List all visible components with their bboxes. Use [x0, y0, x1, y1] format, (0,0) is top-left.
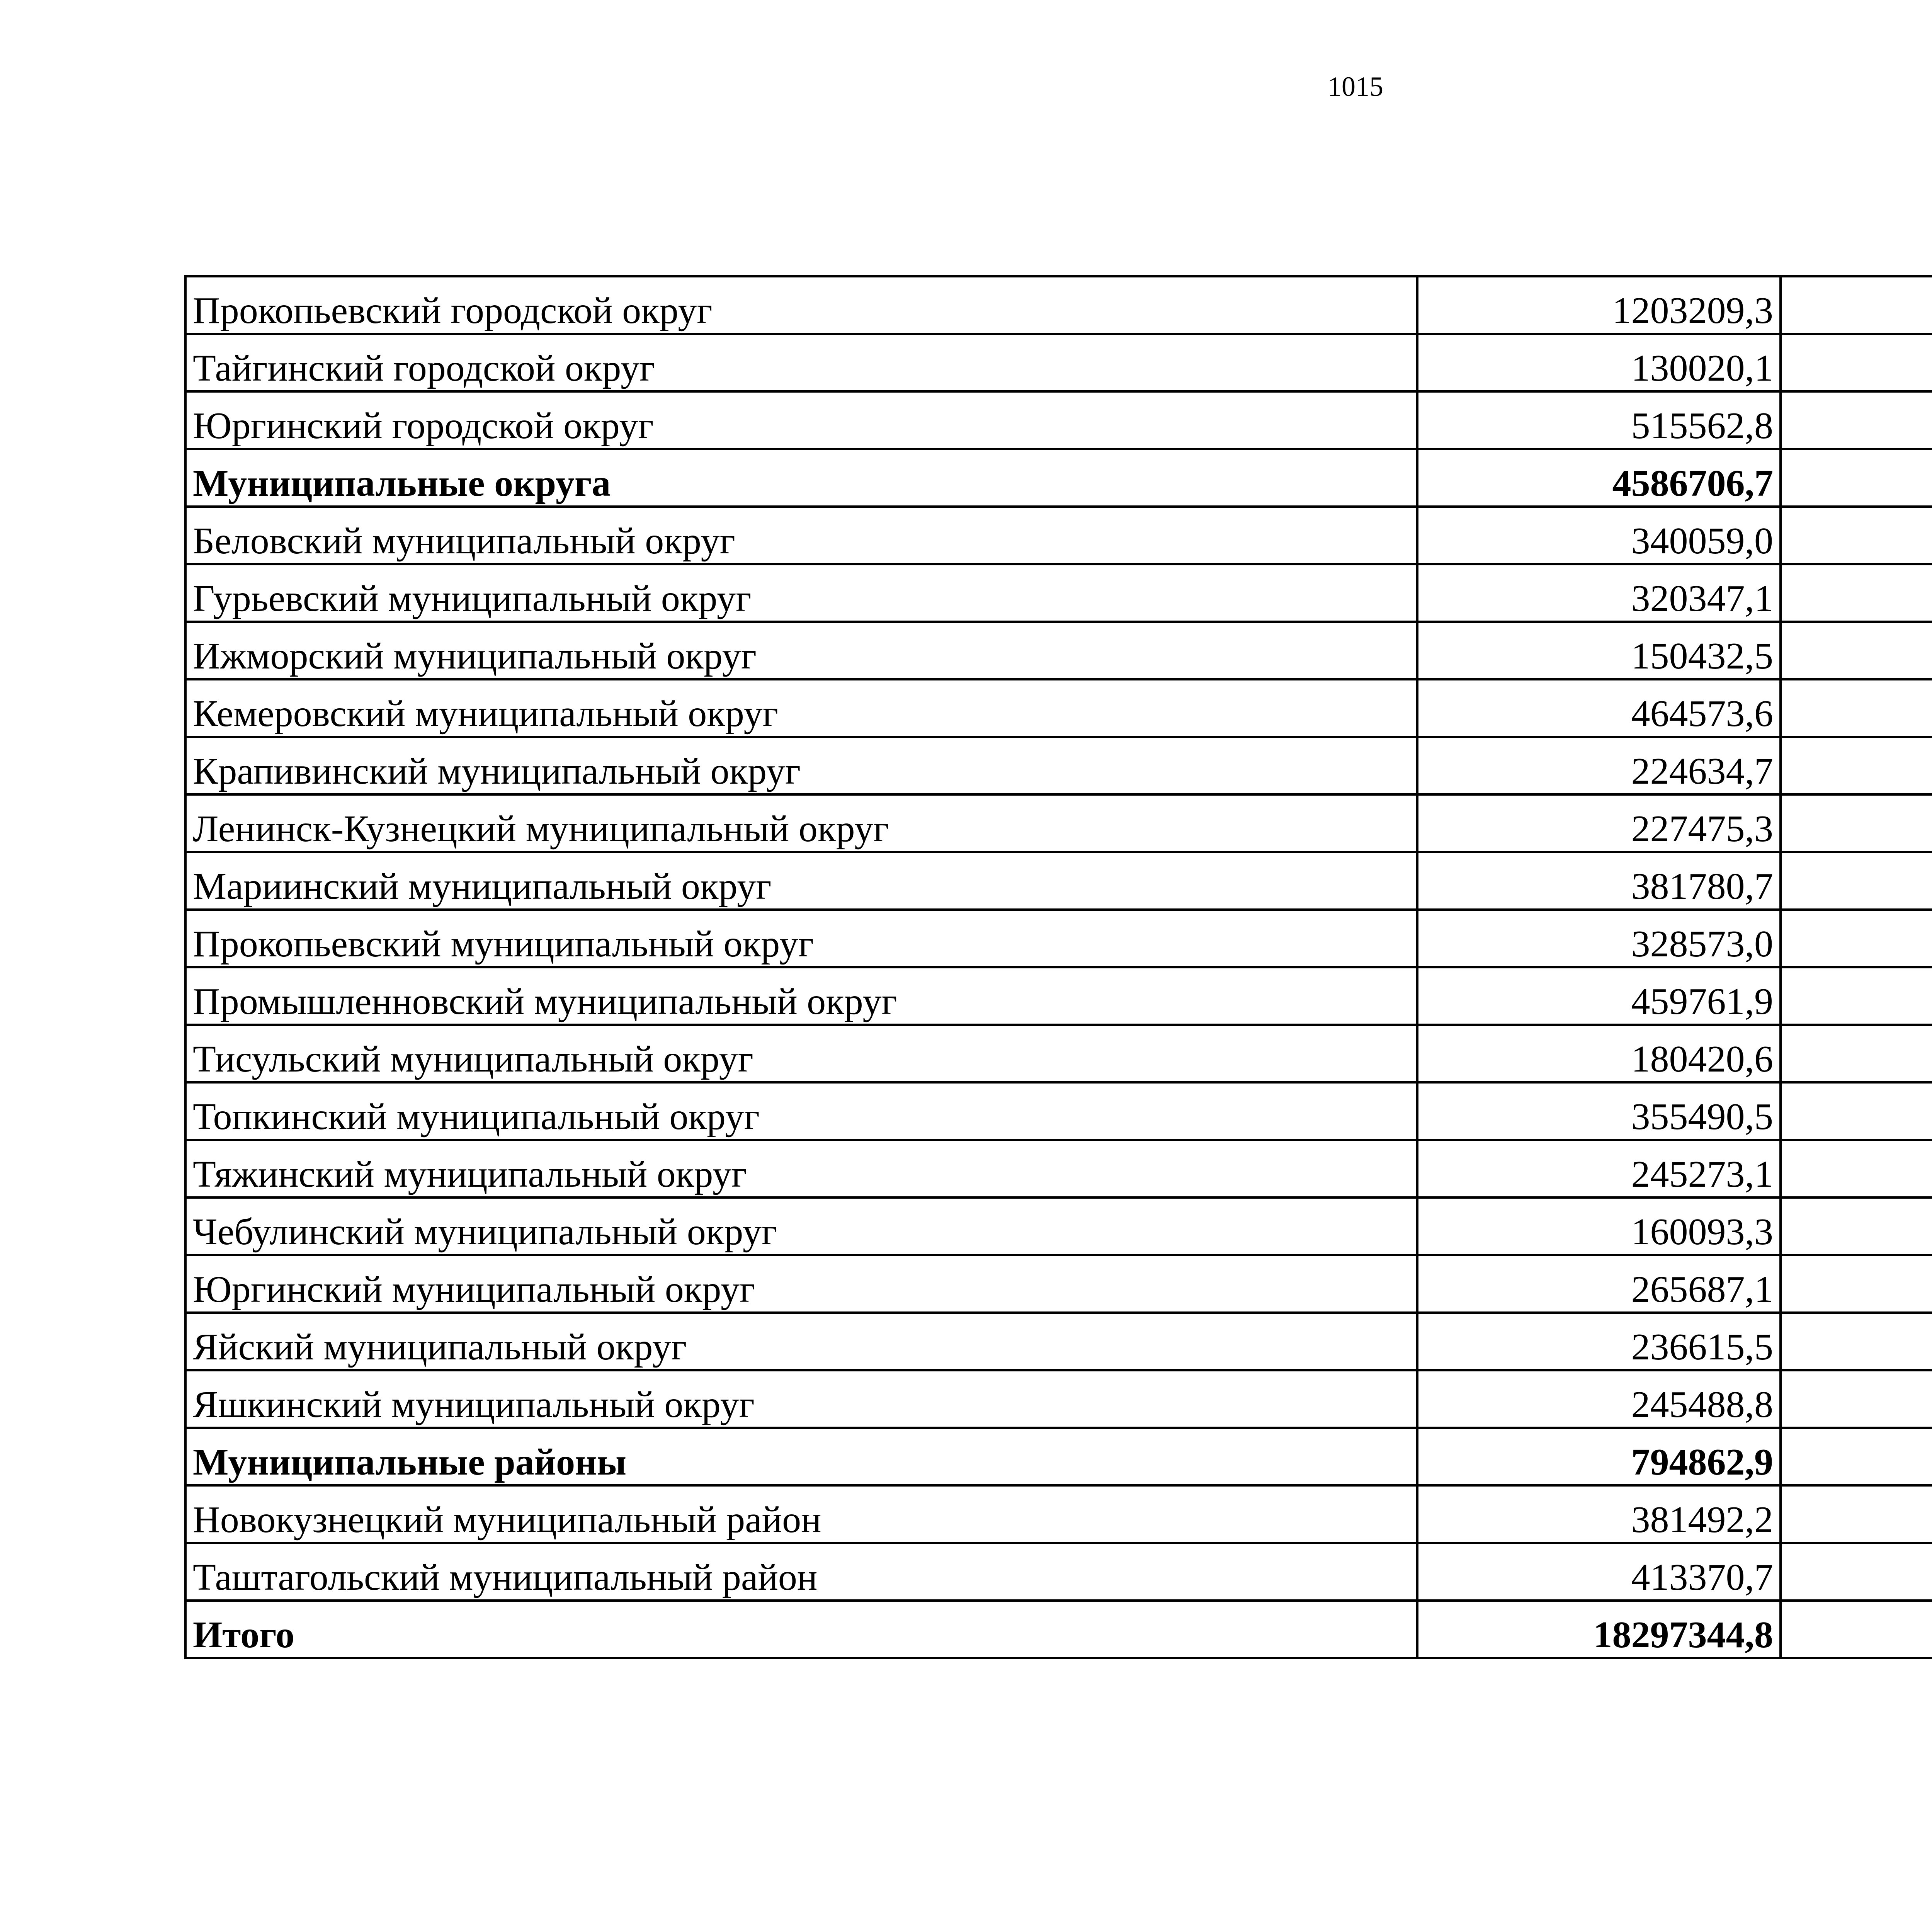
value-cell-1: 130020,1: [1417, 334, 1781, 391]
row-name-cell: Новокузнецкий муниципальный район: [185, 1485, 1417, 1543]
row-name-cell: Муниципальные районы: [185, 1428, 1417, 1485]
value-cell-1: 464573,6: [1417, 679, 1781, 737]
value-cell-2: [1781, 852, 1932, 910]
value-cell-1: 794862,9: [1417, 1428, 1781, 1485]
page-number: 1015: [1328, 71, 1383, 102]
value-cell-1: 320347,1: [1417, 564, 1781, 622]
value-cell-1: 18297344,8: [1417, 1601, 1781, 1658]
budget-table: [184, 275, 1932, 1659]
value-cell-1: 381780,7: [1417, 852, 1781, 910]
value-cell-1: 413370,7: [1417, 1543, 1781, 1601]
table-row: [185, 852, 1932, 910]
value-cell-2: [1781, 507, 1932, 564]
value-cell-2: [1781, 679, 1932, 737]
row-name-cell: Юргинский городской округ: [185, 391, 1417, 449]
row-name-cell: Ижморский муниципальный округ: [185, 622, 1417, 679]
value-cell-2: [1781, 334, 1932, 391]
row-name-cell: Тайгинский городской округ: [185, 334, 1417, 391]
table-row: [185, 334, 1932, 391]
value-cell-2: [1781, 1428, 1932, 1485]
row-name-cell: Кемеровский муниципальный округ: [185, 679, 1417, 737]
table-row: [185, 622, 1932, 679]
value-cell-2: [1781, 1313, 1932, 1370]
table-body: [185, 276, 1932, 1658]
table-row: [185, 910, 1932, 967]
row-name-cell: Промышленновский муниципальный округ: [185, 967, 1417, 1025]
value-cell-2: [1781, 737, 1932, 794]
table-row: [185, 1313, 1932, 1370]
value-cell-2: [1781, 449, 1932, 507]
table-row: [185, 276, 1932, 334]
value-cell-2: [1781, 1601, 1932, 1658]
value-cell-1: 381492,2: [1417, 1485, 1781, 1543]
value-cell-1: 227475,3: [1417, 794, 1781, 852]
table-row-total: [185, 1601, 1932, 1658]
value-cell-1: 180420,6: [1417, 1025, 1781, 1082]
value-cell-1: 265687,1: [1417, 1255, 1781, 1313]
row-name-cell: Муниципальные округа: [185, 449, 1417, 507]
table-row: [185, 1197, 1932, 1255]
value-cell-2: [1781, 1543, 1932, 1601]
table-row: [185, 564, 1932, 622]
table-row: [185, 967, 1932, 1025]
value-cell-1: 224634,7: [1417, 737, 1781, 794]
value-cell-2: [1781, 910, 1932, 967]
value-cell-2: [1781, 276, 1932, 334]
row-name-cell: Таштагольский муниципальный район: [185, 1543, 1417, 1601]
row-name-cell: Беловский муниципальный округ: [185, 507, 1417, 564]
value-cell-1: 515562,8: [1417, 391, 1781, 449]
row-name-cell: Тяжинский муниципальный округ: [185, 1140, 1417, 1197]
row-name-cell: Юргинский муниципальный округ: [185, 1255, 1417, 1313]
row-name-cell: Мариинский муниципальный округ: [185, 852, 1417, 910]
value-cell-1: 160093,3: [1417, 1197, 1781, 1255]
value-cell-2: [1781, 1255, 1932, 1313]
value-cell-2: [1781, 967, 1932, 1025]
row-name-cell: Ленинск-Кузнецкий муниципальный округ: [185, 794, 1417, 852]
table-row: [185, 1485, 1932, 1543]
table-row: [185, 794, 1932, 852]
value-cell-2: [1781, 564, 1932, 622]
row-name-cell: Итого: [185, 1601, 1417, 1658]
value-cell-1: 245488,8: [1417, 1370, 1781, 1428]
table-row: [185, 1025, 1932, 1082]
value-cell-2: [1781, 1025, 1932, 1082]
value-cell-2: [1781, 622, 1932, 679]
table-row: [185, 1082, 1932, 1140]
value-cell-1: 236615,5: [1417, 1313, 1781, 1370]
row-name-cell: Яйский муниципальный округ: [185, 1313, 1417, 1370]
table-row: [185, 679, 1932, 737]
value-cell-1: 340059,0: [1417, 507, 1781, 564]
table-row: [185, 1140, 1932, 1197]
value-cell-1: 328573,0: [1417, 910, 1781, 967]
value-cell-2: [1781, 1485, 1932, 1543]
value-cell-2: [1781, 1082, 1932, 1140]
value-cell-2: [1781, 1140, 1932, 1197]
row-name-cell: Крапивинский муниципальный округ: [185, 737, 1417, 794]
value-cell-1: 1203209,3: [1417, 276, 1781, 334]
value-cell-1: 355490,5: [1417, 1082, 1781, 1140]
table-row: [185, 391, 1932, 449]
value-cell-1: 245273,1: [1417, 1140, 1781, 1197]
value-cell-1: 150432,5: [1417, 622, 1781, 679]
row-name-cell: Гурьевский муниципальный округ: [185, 564, 1417, 622]
row-name-cell: Яшкинский муниципальный округ: [185, 1370, 1417, 1428]
row-name-cell: Прокопьевский городской округ: [185, 276, 1417, 334]
table-row: [185, 507, 1932, 564]
row-name-cell: Чебулинский муниципальный округ: [185, 1197, 1417, 1255]
value-cell-1: 4586706,7: [1417, 449, 1781, 507]
table-row: [185, 737, 1932, 794]
row-name-cell: Прокопьевский муниципальный округ: [185, 910, 1417, 967]
value-cell-1: 459761,9: [1417, 967, 1781, 1025]
table-row-total: [185, 449, 1932, 507]
value-cell-2: [1781, 794, 1932, 852]
table-row: [185, 1370, 1932, 1428]
value-cell-2: [1781, 1370, 1932, 1428]
value-cell-2: [1781, 1197, 1932, 1255]
table-row: [185, 1543, 1932, 1601]
table-row-total: [185, 1428, 1932, 1485]
row-name-cell: Топкинский муниципальный округ: [185, 1082, 1417, 1140]
value-cell-2: [1781, 391, 1932, 449]
row-name-cell: Тисульский муниципальный округ: [185, 1025, 1417, 1082]
table-row: [185, 1255, 1932, 1313]
